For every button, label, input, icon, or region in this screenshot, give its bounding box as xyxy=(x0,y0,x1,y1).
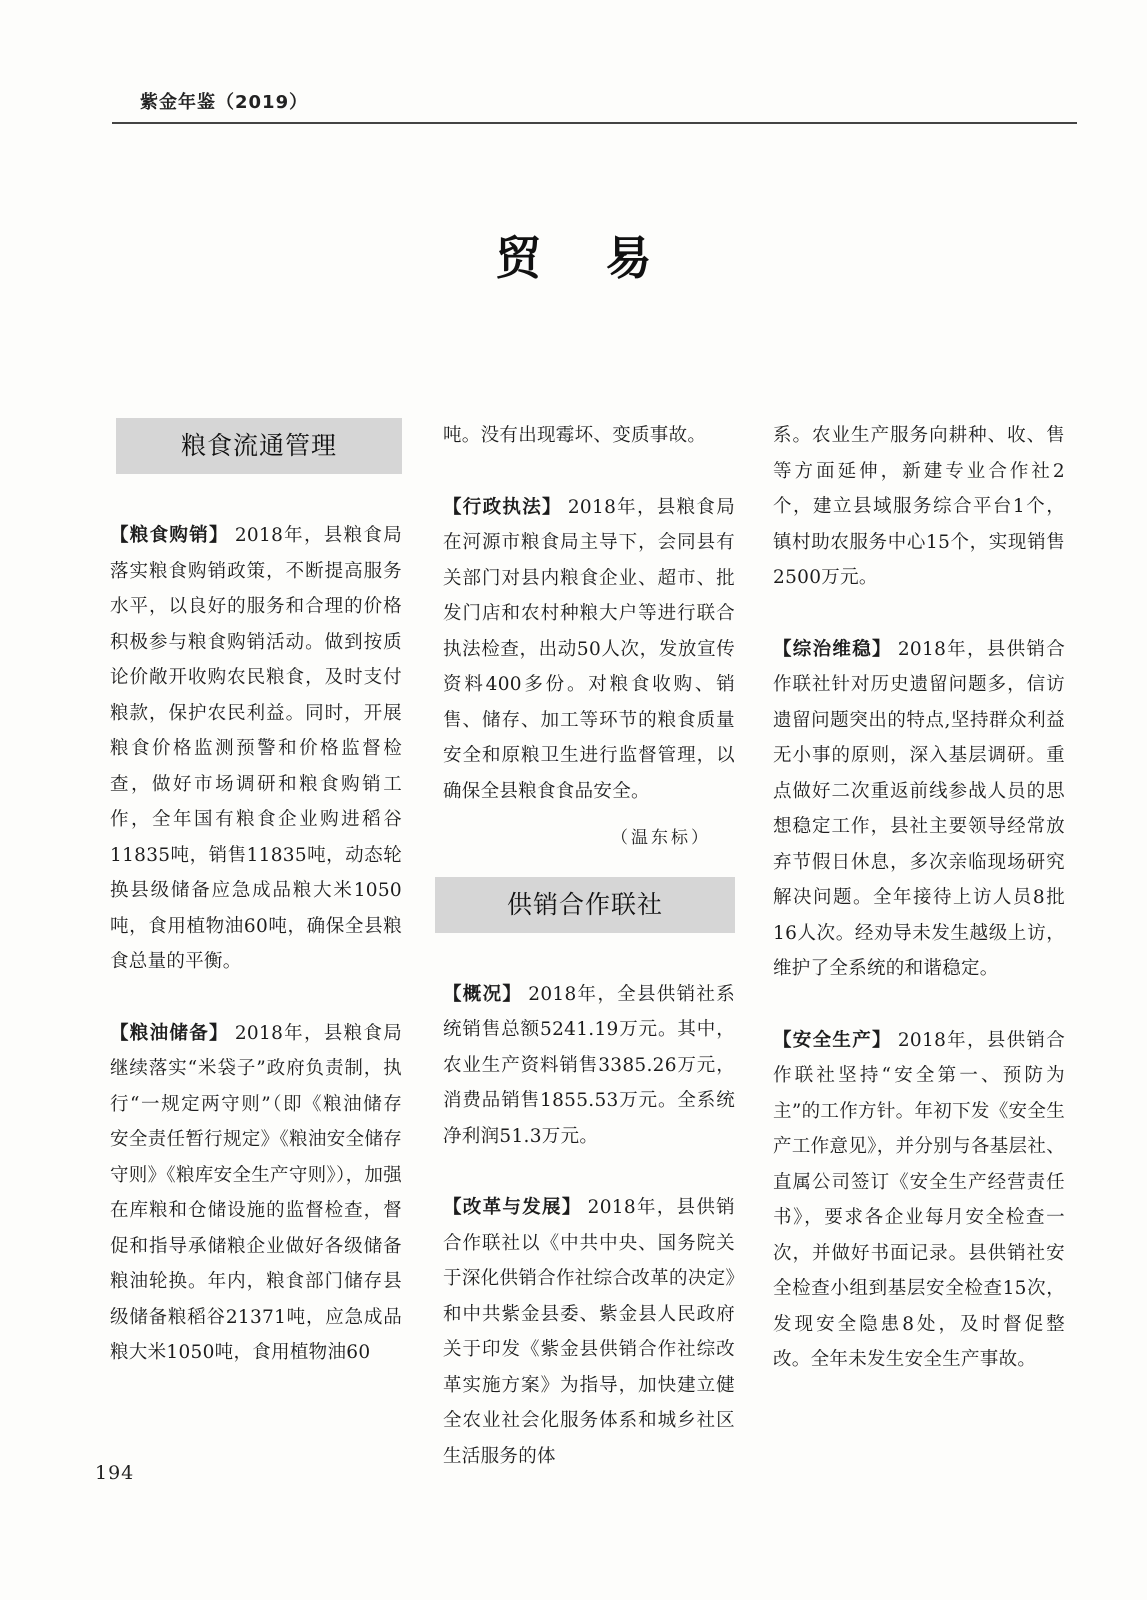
chapter-title: 贸易 xyxy=(495,231,716,285)
column-2 xyxy=(443,418,735,1510)
paragraph-text: 2018年，县供销合作联社针对历史遗留问题多，信访遗留问题突出的特点,坚持群众利益无小事的原则，深入基层调研。重点做好二次重返前线参战人员的思想稳定工作，县社主要领导经常放弃节假日休息，多次亲临现场研究解决问题。全年接待上访人员8批16人次。经劝导未发生越级上访，维护了全系统的和谐稳定。 xyxy=(773,638,1065,979)
column-1 xyxy=(110,418,402,1407)
paragraph-text: 2018年，县供销合作联社坚持“安全第一、预防为主”的工作方针。年初下发《安全生产工作意见》，并分别与各基层社、直属公司签订《安全生产经营责任书》，要求各企业每月安全检查一次，并做好书面记录。县供销社安全检查小组到基层安全检查15次，发现安全隐患8处，及时督促整改。全年未发生安全生产事故。 xyxy=(773,1029,1065,1370)
running-head: 紫金年鉴（2019） xyxy=(140,92,309,113)
paragraph-text: 2018年，全县供销社系统销售总额5241.19万元。其中，农业生产资料销售3385.26万元，消费品销售1855.53万元。全系统净利润51.3万元。 xyxy=(443,983,736,1147)
paragraph-tag: 【改革与发展】 xyxy=(443,1197,582,1218)
page-number: 194 xyxy=(95,1462,135,1484)
paragraph-text: 吨。没有出现霉坏、变质事故。 xyxy=(443,425,707,446)
paragraph-coop-stability xyxy=(773,632,1065,987)
paragraph-text: 2018年，县粮食局在河源市粮食局主导下，会同县有关部门对县内粮食企业、超市、批发门店和农村种粮大户等进行联合执法检查，出动50人次，发放宣传资料400多份。对粮食收购、销售、储存、加工等环节的粮食质量安全和原粮卫生进行监督管理，以确保全县粮食食品安全。 xyxy=(443,496,735,802)
paragraph-grain-purchase xyxy=(110,518,402,980)
paragraph-tag: 【行政执法】 xyxy=(443,496,562,518)
paragraph-grain-storage xyxy=(110,1016,402,1371)
paragraph-coop-safety xyxy=(773,1023,1065,1378)
author-byline: （温东标） xyxy=(611,828,711,848)
paragraph-grain-enforcement xyxy=(443,490,735,810)
paragraph-tag: 【粮油储备】 xyxy=(110,1022,229,1044)
header-rule xyxy=(112,122,1077,124)
paragraph-text: 2018年，县粮食局继续落实“米袋子”政府负责制，执行“一规定两守则”（即《粮油储存安全责任暂行规定》《粮油安全储存守则》《粮库安全生产守则》），加强在库粮和仓储设施的监督检查，督促和指导承储粮企业做好各级储备粮油轮换。年内，粮食部门储存县级储备粮稻谷21371吨，应急成品粮大米1050吨，食用植物油60 xyxy=(110,1022,402,1363)
section-title-grain: 粮食流通管理 xyxy=(116,418,402,474)
section-title-coop: 供销合作联社 xyxy=(435,877,735,933)
paragraph-text: 2018年，县粮食局落实粮食购销政策，不断提高服务水平，以良好的服务和合理的价格积极参与粮食购销活动。做到按质论价敞开收购农民粮食，及时支付粮款，保护农民利益。同时，开展粮食价格监测预警和价格监督检查，做好市场调研和粮食购销工作，全年国有粮食企业购进稻谷11835吨，销售11835吨，动态轮换县级储备应急成品粮大米1050吨，食用植物油60吨，确保全县粮食总量的平衡。 xyxy=(110,525,402,972)
paragraph-grain-storage-continued xyxy=(443,418,735,454)
paragraph-text: 2018年，县供销合作联社以《中共中央、国务院关于深化供销合作社综合改革的决定》和中共紫金县委、紫金县人民政府关于印发《紫金县供销合作社综改革实施方案》为指导，加快建立健全农业社会化服务体系和城乡社区生活服务的体 xyxy=(443,1197,735,1467)
paragraph-text: 系。农业生产服务向耕种、收、售等方面延伸，新建专业合作社2个，建立县域服务综合平台1个，镇村助农服务中心15个，实现销售2500万元。 xyxy=(773,425,1065,588)
paragraph-coop-reform-continued xyxy=(773,418,1065,596)
paragraph-tag: 【综治维稳】 xyxy=(773,638,892,660)
paragraph-tag: 【粮食购销】 xyxy=(110,525,229,546)
paragraph-tag: 【安全生产】 xyxy=(773,1029,892,1051)
paragraph-coop-overview xyxy=(443,977,735,1155)
column-3 xyxy=(773,418,1065,1414)
paragraph-coop-reform xyxy=(443,1190,735,1474)
paragraph-tag: 【概况】 xyxy=(443,983,523,1005)
